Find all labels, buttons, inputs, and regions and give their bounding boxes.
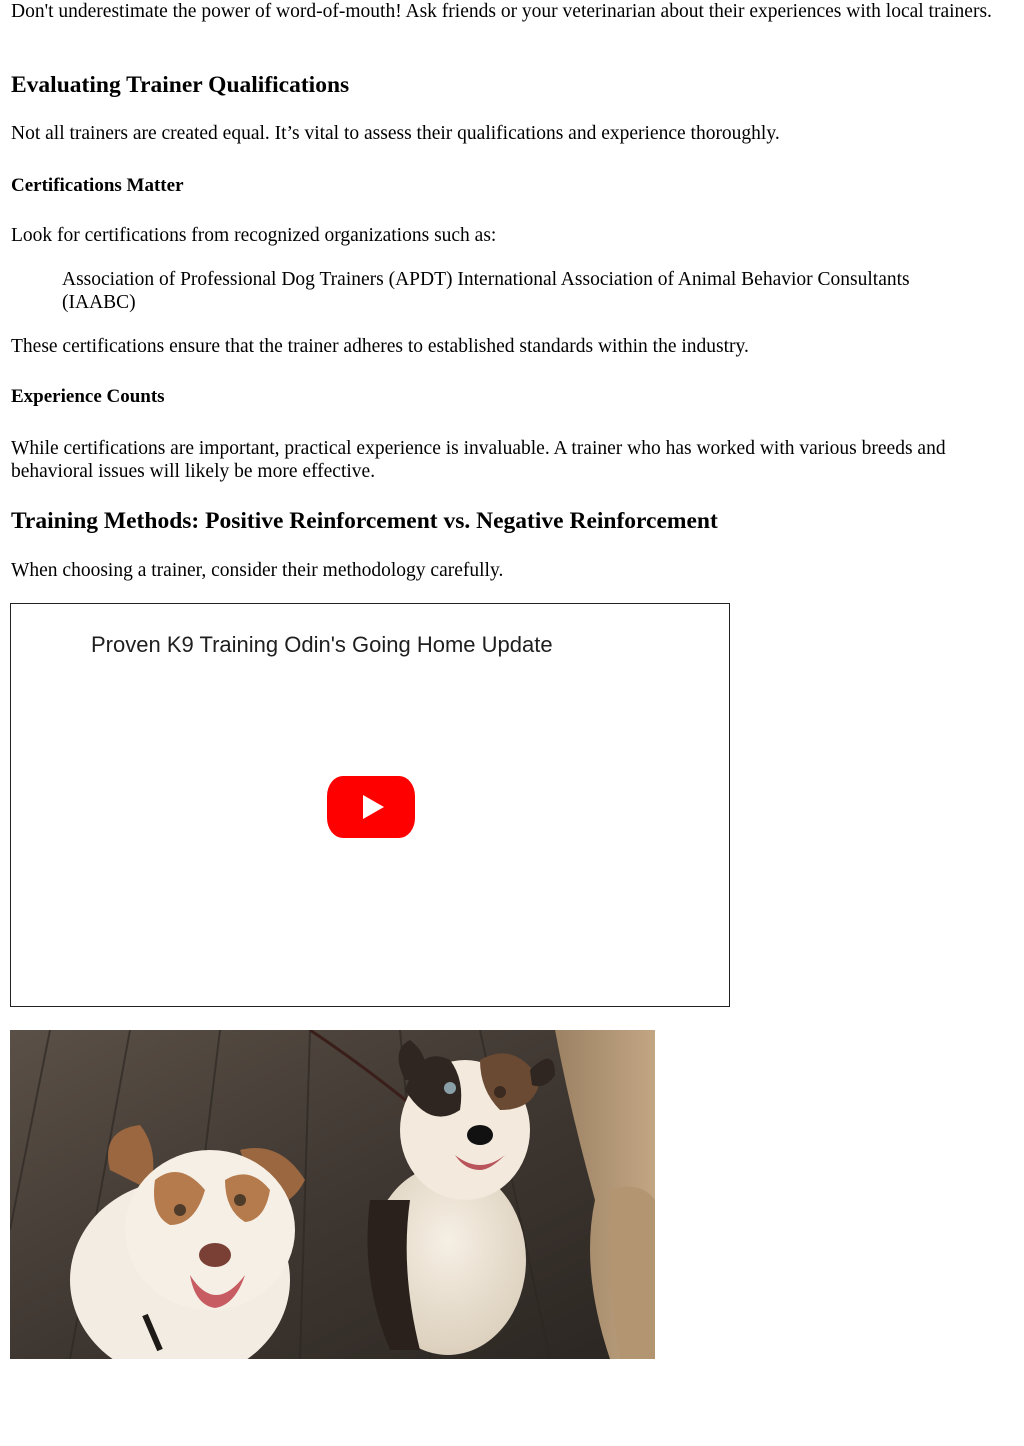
certifications-after: These certifications ensure that the trainer adheres to established standards within the industry. — [11, 336, 749, 357]
certifications-heading: Certifications Matter — [11, 175, 184, 196]
play-triangle-icon — [363, 795, 384, 819]
word-of-mouth-paragraph: Don't underestimate the power of word-of-mouth! Ask friends or your veterinarian about their experiences with local trainers. — [11, 1, 992, 22]
certification-organizations: Association of Professional Dog Trainers (APDT) International Association of Animal Behavior Consultants (IAABC) — [62, 269, 910, 313]
qualifications-heading: Evaluating Trainer Qualifications — [11, 72, 350, 98]
youtube-play-icon[interactable] — [327, 776, 415, 838]
qualifications-paragraph: Not all trainers are created equal. It’s vital to assess their qualifications and experience thoroughly. — [11, 123, 780, 144]
certifications-lead: Look for certifications from recognized organizations such as: — [11, 225, 497, 246]
methods-paragraph: When choosing a trainer, consider their methodology carefully. — [11, 560, 504, 581]
video-embed[interactable] — [10, 603, 730, 1007]
experience-paragraph: While certifications are important, practical experience is invaluable. A trainer who has worked with various breeds and behavioral issues will likely be more effective. — [11, 438, 946, 482]
methods-heading: Training Methods: Positive Reinforcement vs. Negative Reinforcement — [11, 508, 718, 534]
dogs-photo — [10, 1030, 655, 1359]
experience-heading: Experience Counts — [11, 386, 165, 407]
dogs-photo-illustration — [10, 1030, 655, 1359]
video-title[interactable]: Proven K9 Training Odin's Going Home Update — [91, 632, 553, 657]
